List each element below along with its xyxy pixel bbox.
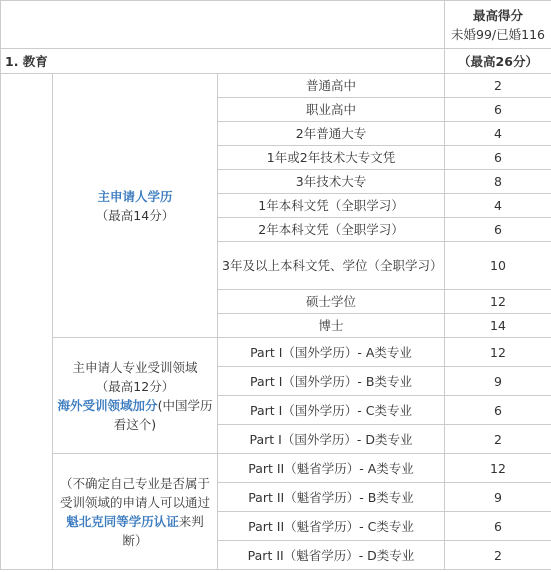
- row-score: 2: [445, 541, 551, 570]
- row-item: Part II（魁省学历）- B类专业: [218, 483, 445, 512]
- row-score: 9: [445, 367, 551, 396]
- row-score: 14: [445, 314, 551, 338]
- group1-label-cell: [53, 74, 218, 338]
- table-row: [1, 338, 551, 367]
- row-score: 9: [445, 483, 551, 512]
- row-score: 8: [445, 170, 551, 194]
- row-score: 6: [445, 512, 551, 541]
- group1-subtitle: （最高14分）: [95, 207, 175, 223]
- overseas-training-link[interactable]: 海外受训领域加分: [57, 397, 158, 413]
- row-item: 博士: [218, 314, 445, 338]
- row-score: 12: [445, 290, 551, 314]
- header-blank-cell: [1, 1, 445, 49]
- row-score: 6: [445, 396, 551, 425]
- row-item: Part I（国外学历）- D类专业: [218, 425, 445, 454]
- group2-label-cell: [53, 338, 218, 454]
- row-item: 1年或2年技术大专文凭: [218, 146, 445, 170]
- row-score: 12: [445, 454, 551, 483]
- row-item: 2年普通大专: [218, 122, 445, 146]
- row-score: 4: [445, 194, 551, 218]
- row-item: Part II（魁省学历）- D类专业: [218, 541, 445, 570]
- row-score: 10: [445, 242, 551, 290]
- row-item: 硕士学位: [218, 290, 445, 314]
- header-row: [1, 1, 551, 49]
- indent-cell: [1, 74, 53, 570]
- row-item: 普通高中: [218, 74, 445, 98]
- row-score: 2: [445, 425, 551, 454]
- row-item: Part I（国外学历）- C类专业: [218, 396, 445, 425]
- row-item: 2年本科文凭（全职学习）: [218, 218, 445, 242]
- row-item: 3年及以上本科文凭、学位（全职学习）: [218, 242, 445, 290]
- table-row: [1, 74, 551, 98]
- section-row: [1, 49, 551, 74]
- row-item: Part I（国外学历）- B类专业: [218, 367, 445, 396]
- row-item: 3年技术大专: [218, 170, 445, 194]
- group2-line1: 主申请人专业受训领域: [72, 359, 198, 375]
- group2-line2: （最高12分）: [95, 378, 175, 394]
- header-max-sub: 未婚99/已婚116: [451, 26, 545, 42]
- header-max-label: 最高得分: [472, 7, 523, 23]
- row-item: 1年本科文凭（全职学习）: [218, 194, 445, 218]
- table-row: [1, 454, 551, 483]
- row-score: 6: [445, 98, 551, 122]
- row-score: 4: [445, 122, 551, 146]
- row-item: Part II（魁省学历）- A类专业: [218, 454, 445, 483]
- row-score: 12: [445, 338, 551, 367]
- row-score: 6: [445, 146, 551, 170]
- group1-title: 主申请人学历: [97, 188, 173, 204]
- section-max: （最高26分）: [445, 49, 551, 74]
- row-item: 职业高中: [218, 98, 445, 122]
- group2-note-cell: [53, 454, 218, 570]
- row-score: 2: [445, 74, 551, 98]
- quebec-equivalence-link[interactable]: 魁北克同等学历认证: [66, 513, 179, 529]
- row-item: Part II（魁省学历）- C类专业: [218, 512, 445, 541]
- group2-note-before: （不确定自己专业是否属于受训领域的申请人可以通过: [59, 475, 210, 510]
- header-max-cell: [445, 1, 551, 49]
- row-score: 6: [445, 218, 551, 242]
- row-item: Part I（国外学历）- A类专业: [218, 338, 445, 367]
- section-title: 1. 教育: [1, 49, 445, 74]
- group2-note-after: 来判断）: [122, 513, 204, 548]
- group2-link-line: [57, 396, 213, 434]
- group2-after-link: (中国学历看这个): [113, 397, 213, 432]
